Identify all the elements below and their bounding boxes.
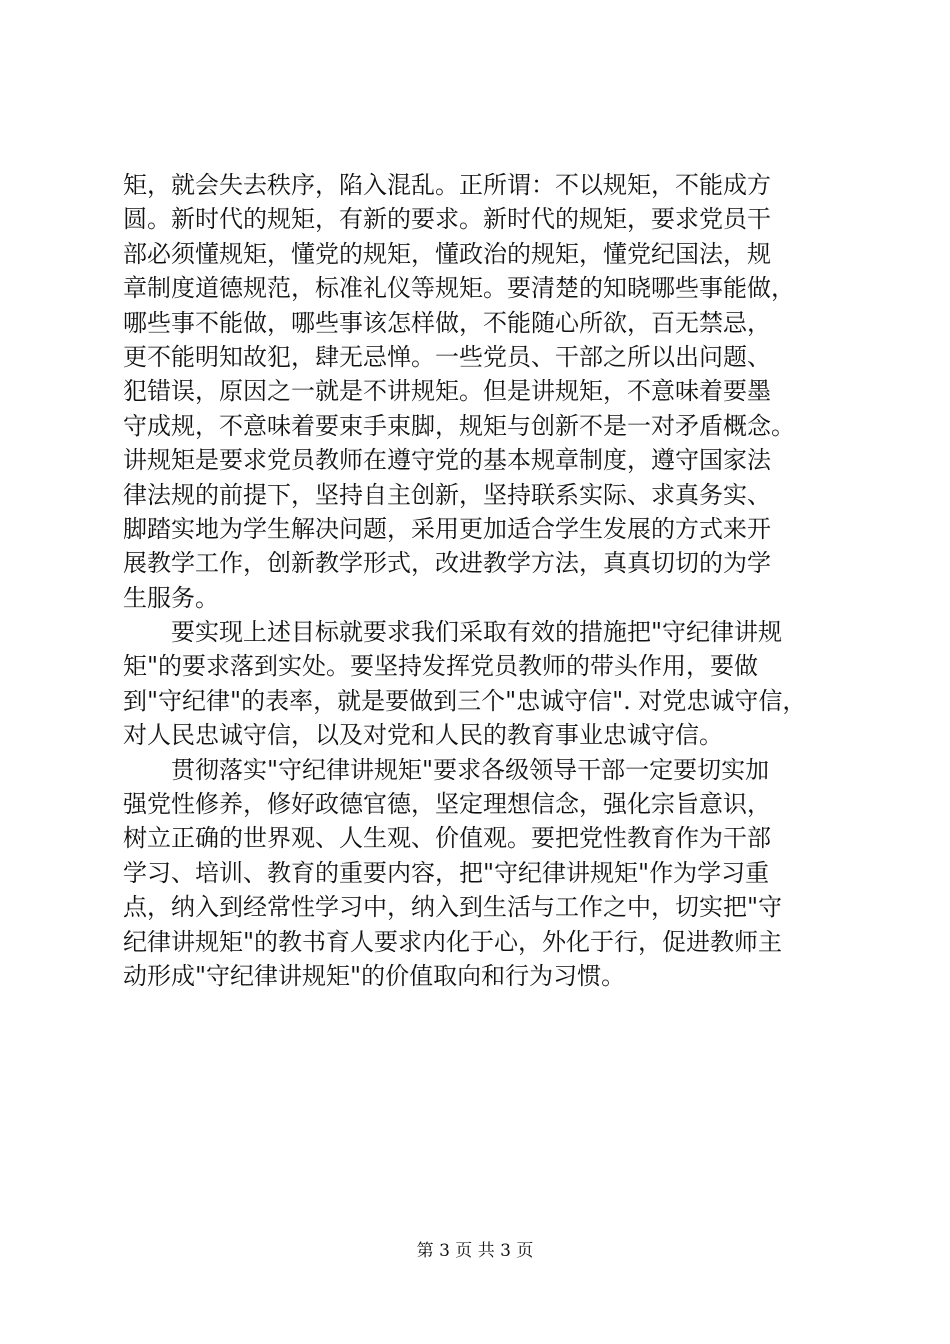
text-line-3: 部必须懂规矩，懂党的规矩，懂政治的规矩，懂党纪国法，规 bbox=[123, 239, 771, 268]
text-line-16: 到"守纪律"的表率，就是要做到三个"忠诚守信". 对党忠诚守信， bbox=[123, 686, 807, 715]
text-line-19: 强党性修养，修好政德官德，坚定理想信念，强化宗旨意识， bbox=[123, 790, 771, 819]
text-line-17: 对人民忠诚守信，以及对党和人民的教育事业忠诚守信。 bbox=[123, 721, 723, 750]
text-line-9: 讲规矩是要求党员教师在遵守党的基本规章制度，遵守国家法 bbox=[123, 446, 771, 475]
text-line-4: 章制度道德规范，标准礼仪等规矩。要清楚的知晓哪些事能做， bbox=[123, 274, 795, 303]
page-number-label: 第 3 页 共 3 页 bbox=[416, 1241, 534, 1261]
text-line-23: 纪律讲规矩"的教书育人要求内化于心，外化于行，促进教师主 bbox=[123, 927, 783, 956]
text-line-7: 犯错误，原因之一就是不讲规矩。但是讲规矩，不意味着要墨 bbox=[123, 377, 771, 406]
text-line-15: 矩"的要求落到实处。要坚持发挥党员教师的带头作用，要做 bbox=[123, 652, 759, 681]
text-line-21: 学习、培训、教育的重要内容，把"守纪律讲规矩"作为学习重 bbox=[123, 858, 770, 887]
text-line-11: 脚踏实地为学生解决问题，采用更加适合学生发展的方式来开 bbox=[123, 514, 771, 543]
document-body bbox=[123, 168, 843, 993]
text-line-6: 更不能明知故犯，肆无忌惮。一些党员、干部之所以出问题、 bbox=[123, 342, 771, 371]
text-line-24: 动形成"守纪律讲规矩"的价值取向和行为习惯。 bbox=[123, 961, 626, 990]
text-line-14: 要实现上述目标就要求我们采取有效的措施把"守纪律讲规 bbox=[123, 618, 783, 647]
text-line-22: 点，纳入到经常性学习中，纳入到生活与工作之中，切实把"守 bbox=[123, 893, 783, 922]
text-line-12: 展教学工作，创新教学形式，改进教学方法，真真切切的为学 bbox=[123, 549, 771, 578]
text-line-2: 圆。新时代的规矩，有新的要求。新时代的规矩，要求党员干 bbox=[123, 205, 771, 234]
text-line-13: 生服务。 bbox=[123, 583, 219, 612]
text-line-1: 矩，就会失去秩序，陷入混乱。正所谓：不以规矩，不能成方 bbox=[123, 171, 771, 199]
page-footer bbox=[0, 1240, 950, 1262]
text-line-18: 贯彻落实"守纪律讲规矩"要求各级领导干部一定要切实加 bbox=[123, 755, 770, 784]
text-line-5: 哪些事不能做，哪些事该怎样做，不能随心所欲，百无禁忌， bbox=[123, 308, 771, 337]
text-line-8: 守成规，不意味着要束手束脚，规矩与创新不是一对矛盾概念。 bbox=[123, 411, 795, 440]
text-line-10: 律法规的前提下，坚持自主创新，坚持联系实际、求真务实、 bbox=[123, 480, 771, 509]
text-line-20: 树立正确的世界观、人生观、价值观。要把党性教育作为干部 bbox=[123, 824, 771, 853]
